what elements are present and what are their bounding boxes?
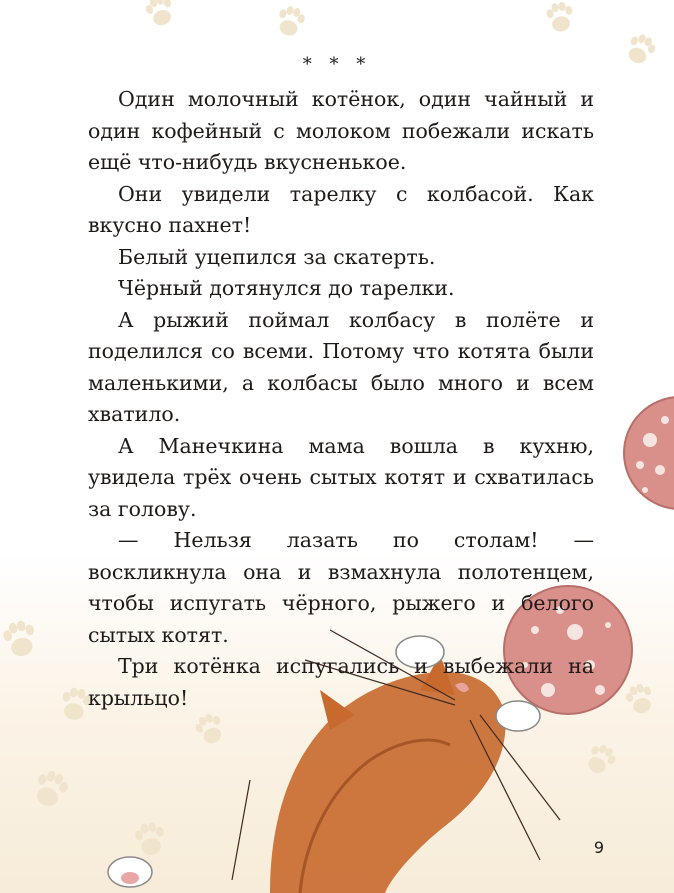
paragraph: Три котёнка испугались и выбежали на крыльцо!: [88, 654, 594, 710]
paragraph: А рыжий поймал колбасу в полёте и поделился со всеми. Потому что котята были маленькими, а колбасы было много и всем хватило.: [88, 307, 594, 426]
salami-slice-right: [624, 397, 674, 509]
paragraph: Белый уцепился за скатерть.: [118, 244, 436, 269]
section-separator: * * *: [302, 54, 372, 75]
paragraph: Чёрный дотянулся до тарелки.: [118, 276, 455, 300]
paragraph: А Манечкина мама вошла в кухню, увидела трёх очень сытых котят и схватилась за голову.: [88, 433, 594, 521]
page-number: 9: [593, 838, 604, 857]
paragraph: — Нельзя лазать по столам! — воскликнула она и взмахнула полотенцем, чтобы испугать чёрного, рыжего и белого сытых котят.: [88, 528, 594, 647]
story-text: [88, 84, 594, 714]
paragraph: Один молочный котёнок, один чайный и один кофейный с молоком побежали искать ещё что-нибудь вкусненькое.: [88, 87, 594, 174]
paragraph: Они увидели тарелку с колбасой. Как вкусно пахнет!: [88, 181, 594, 237]
